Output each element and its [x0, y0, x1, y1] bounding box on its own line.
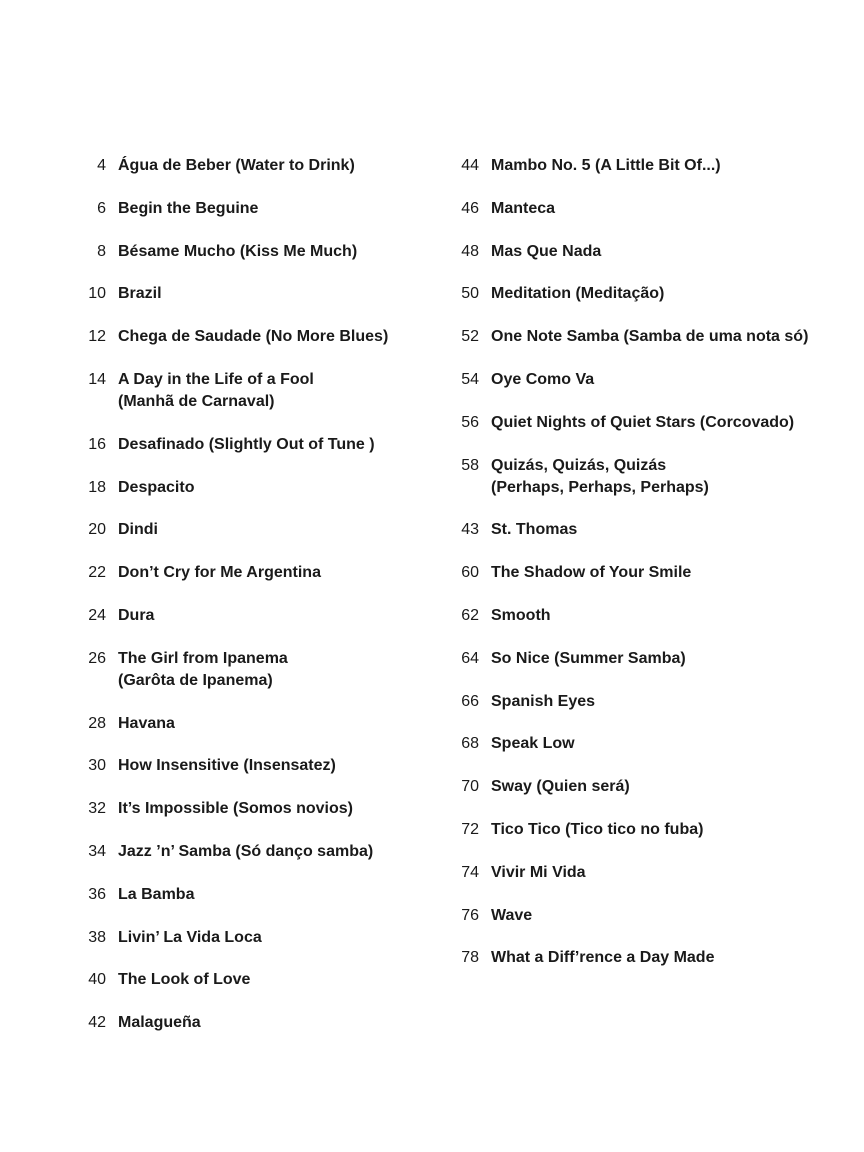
toc-entry: [443, 198, 853, 220]
toc-page-number: 32: [88, 800, 106, 818]
toc-entry: [443, 455, 853, 499]
toc-entry: [443, 648, 853, 670]
toc-song-title: Smooth: [491, 606, 551, 624]
toc-song-title: Speak Low: [491, 735, 575, 753]
toc-page-number: 16: [88, 435, 106, 453]
toc-song-title: Havana: [118, 714, 175, 732]
toc-song-title: Quiet Nights of Quiet Stars (Corcovado): [491, 413, 795, 431]
toc-song-title: La Bamba: [118, 885, 195, 903]
toc-column-right: [443, 155, 853, 990]
toc-song-title: Bésame Mucho (Kiss Me Much): [118, 242, 358, 260]
toc-entry: [70, 198, 440, 220]
toc-song-title: Água de Beber (Water to Drink): [118, 157, 355, 174]
toc-song-title: Mambo No. 5 (A Little Bit Of...): [491, 157, 721, 174]
toc-entry: [70, 434, 440, 456]
toc-page-number: 74: [461, 863, 479, 881]
table-of-contents: [0, 155, 864, 1055]
toc-page-number: 24: [88, 606, 106, 624]
toc-entry: [70, 477, 440, 499]
toc-entry: [443, 947, 853, 969]
toc-page-number: 12: [88, 328, 106, 346]
toc-song-title: One Note Samba (Samba de uma nota só): [491, 328, 809, 346]
toc-page-number: 62: [461, 606, 479, 624]
toc-song-title: The Look of Love: [118, 971, 251, 989]
toc-entry: [443, 776, 853, 798]
toc-column-left: [70, 155, 440, 1055]
toc-entry: [443, 369, 853, 391]
toc-page-number: 4: [97, 157, 106, 174]
toc-song-title: Manteca: [491, 199, 556, 217]
toc-page-number: 6: [97, 199, 106, 217]
toc-entry: [443, 905, 853, 927]
toc-song-title: So Nice (Summer Samba): [491, 649, 686, 667]
toc-entry: [443, 241, 853, 263]
toc-page-number: 43: [461, 521, 479, 539]
toc-entry: [443, 733, 853, 755]
toc-entry: [70, 155, 440, 177]
toc-page-number: 50: [461, 285, 479, 303]
toc-page-number: 66: [461, 692, 479, 710]
toc-entry: [70, 927, 440, 949]
toc-song-title: Dura: [118, 606, 155, 624]
toc-song-title: Brazil: [118, 285, 162, 303]
toc-page-number: 34: [88, 842, 106, 860]
toc-page-number: 30: [88, 757, 106, 775]
toc-page-number: 8: [97, 242, 106, 260]
toc-song-title: Malagueña: [118, 1014, 201, 1032]
toc-song-title: Begin the Beguine: [118, 199, 259, 217]
toc-page-number: 70: [461, 778, 479, 796]
toc-page-number: 56: [461, 413, 479, 431]
toc-song-title: Spanish Eyes: [491, 692, 596, 710]
toc-song-title: It’s Impossible (Somos novios): [118, 800, 353, 818]
toc-page-number: 52: [461, 328, 479, 346]
toc-entry: [70, 798, 440, 820]
toc-page-number: 78: [461, 949, 479, 967]
toc-song-title: What a Diff’rence a Day Made: [491, 949, 715, 967]
toc-entry: [443, 283, 853, 305]
toc-entry: [443, 562, 853, 584]
toc-entry: [70, 755, 440, 777]
toc-entry: [443, 691, 853, 713]
toc-entry: [70, 841, 440, 863]
toc-entry: [70, 519, 440, 541]
toc-song-title: Sway (Quien será): [491, 778, 630, 796]
toc-song-title: Quizás, Quizás, Quizás (Perhaps, Perhaps, Perhaps): [491, 456, 709, 496]
toc-page-number: 60: [461, 564, 479, 582]
toc-song-title: Don’t Cry for Me Argentina: [118, 564, 321, 582]
toc-page-number: 14: [88, 370, 106, 388]
toc-entry: [70, 884, 440, 906]
toc-page-number: 42: [88, 1014, 106, 1032]
toc-page-number: 36: [88, 885, 106, 903]
toc-song-title: Meditation (Meditação): [491, 285, 665, 303]
toc-song-title: Wave: [491, 906, 533, 924]
toc-page-number: 54: [461, 370, 479, 388]
toc-page-number: 46: [461, 199, 479, 217]
toc-page-number: 40: [88, 971, 106, 989]
toc-page-number: 28: [88, 714, 106, 732]
toc-page-number: 58: [461, 456, 479, 474]
toc-song-title: Despacito: [118, 478, 195, 496]
toc-song-title: Jazz ’n’ Samba (Só danço samba): [118, 842, 374, 860]
toc-song-title: Livin’ La Vida Loca: [118, 928, 262, 946]
toc-entry: [443, 326, 853, 348]
toc-entry: [70, 713, 440, 735]
toc-song-title: Mas Que Nada: [491, 242, 602, 260]
toc-entry: [443, 519, 853, 541]
toc-page-number: 68: [461, 735, 479, 753]
toc-page-number: 44: [461, 157, 479, 174]
toc-song-title: The Girl from Ipanema (Garôta de Ipanema): [118, 649, 288, 689]
toc-song-title: St. Thomas: [491, 521, 578, 539]
toc-page-number: 48: [461, 242, 479, 260]
toc-entry: [70, 648, 440, 692]
toc-entry: [70, 369, 440, 413]
toc-page-number: 22: [88, 564, 106, 582]
toc-song-title: How Insensitive (Insensatez): [118, 757, 336, 775]
toc-entry: [443, 862, 853, 884]
toc-page-number: 72: [461, 820, 479, 838]
toc-entry: [70, 326, 440, 348]
toc-entry: [443, 155, 853, 177]
toc-page-number: 10: [88, 285, 106, 303]
toc-song-title: The Shadow of Your Smile: [491, 564, 692, 582]
toc-song-title: Tico Tico (Tico tico no fuba): [491, 820, 704, 838]
toc-entry: [70, 1012, 440, 1034]
toc-song-title: Dindi: [118, 521, 158, 539]
toc-page-number: 38: [88, 928, 106, 946]
toc-page-number: 26: [88, 649, 106, 667]
toc-entry: [70, 562, 440, 584]
toc-song-title: Vivir Mi Vida: [491, 863, 586, 881]
toc-song-title: A Day in the Life of a Fool (Manhã de Carnaval): [118, 370, 314, 410]
toc-entry: [70, 241, 440, 263]
toc-song-title: Oye Como Va: [491, 370, 595, 388]
toc-page-number: 20: [88, 521, 106, 539]
toc-entry: [443, 412, 853, 434]
toc-entry: [70, 605, 440, 627]
toc-page-number: 64: [461, 649, 479, 667]
toc-entry: [443, 605, 853, 627]
toc-entry: [443, 819, 853, 841]
toc-entry: [70, 969, 440, 991]
toc-entry: [70, 283, 440, 305]
toc-song-title: Desafinado (Slightly Out of Tune ): [118, 435, 375, 453]
toc-song-title: Chega de Saudade (No More Blues): [118, 328, 389, 346]
toc-page-number: 76: [461, 906, 479, 924]
toc-page-number: 18: [88, 478, 106, 496]
